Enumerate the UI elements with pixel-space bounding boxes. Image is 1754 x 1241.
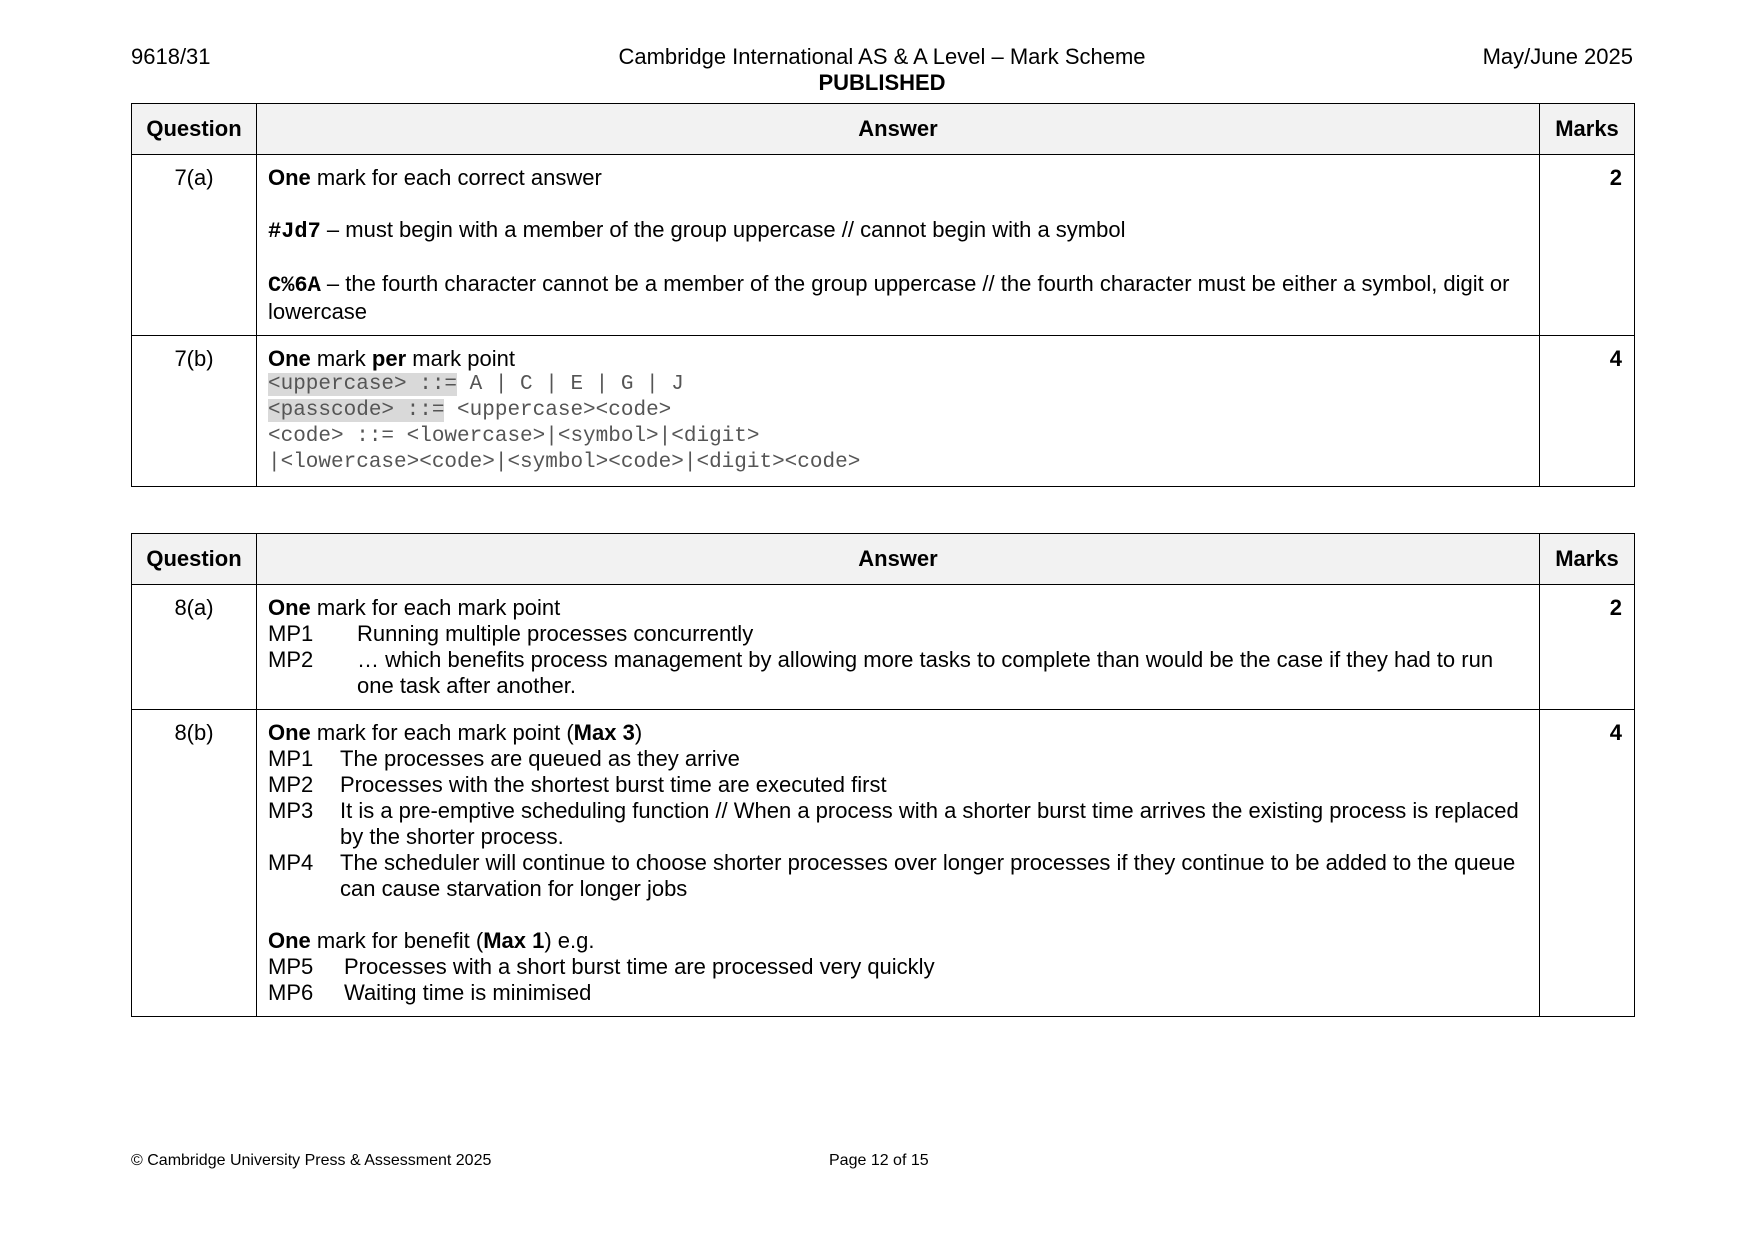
table-header-row	[132, 104, 1635, 155]
mark-point: MP2 … which benefits process management by allowing more tasks to complete than would be the case if they had to run one task after another.	[268, 647, 1494, 698]
header-marks: Marks	[1540, 104, 1635, 155]
marks-value: 2	[1540, 155, 1635, 336]
header-answer: Answer	[257, 534, 1540, 585]
mark-scheme-table-q8	[131, 533, 1635, 1017]
answer-cell	[257, 336, 1540, 487]
marks-value: 4	[1540, 710, 1635, 1017]
copyright-notice: © Cambridge University Press & Assessment 2025	[131, 1152, 492, 1169]
answer-cell	[257, 585, 1540, 710]
instruction: One mark per mark point	[268, 346, 515, 371]
instruction: One mark for each mark point	[268, 595, 561, 620]
mark-point: MP4 The scheduler will continue to choose shorter processes over longer processes if they continue to be added to the queue can cause starvation for longer jobs	[268, 850, 1516, 901]
question-number: 7(b)	[132, 336, 257, 487]
title-text: Cambridge International AS & A Level – Mark Scheme	[618, 44, 1146, 69]
table-header-row	[132, 534, 1635, 585]
instruction: One mark for each mark point (Max 3)	[268, 720, 643, 745]
paper-code: 9618/31	[131, 44, 211, 69]
passcode-example: C%6A	[268, 273, 321, 298]
bnf-line: <uppercase> ::= A | C | E | G | J	[268, 373, 684, 396]
mark-point: MP2 Processes with the shortest burst time are executed first	[268, 772, 887, 797]
mark-scheme-table-q7	[131, 103, 1635, 487]
bnf-line: |<lowercase><code>|<symbol><code>|<digit><code>	[268, 451, 861, 474]
header-answer: Answer	[257, 104, 1540, 155]
table-row-8b	[132, 710, 1635, 1017]
table-row-7a	[132, 155, 1635, 336]
header-question: Question	[132, 104, 257, 155]
bnf-line: <passcode> ::= <uppercase><code>	[268, 399, 672, 422]
answer-item: #Jd7 – must begin with a member of the group uppercase // cannot begin with a symbol	[268, 217, 1126, 244]
answer-cell	[257, 155, 1540, 336]
marks-value: 4	[1540, 336, 1635, 487]
table-row-8a	[132, 585, 1635, 710]
mark-point: MP1 The processes are queued as they arrive	[268, 746, 740, 771]
published-label: PUBLISHED	[818, 70, 946, 95]
instruction: One mark for each correct answer	[268, 165, 602, 190]
passcode-example: #Jd7	[268, 219, 321, 244]
instruction: One mark for benefit (Max 1) e.g.	[268, 928, 595, 953]
page-number: Page 12 of 15	[829, 1152, 929, 1169]
mark-point: MP5 Processes with a short burst time are processed very quickly	[268, 954, 935, 979]
mark-point: MP6 Waiting time is minimised	[268, 980, 592, 1005]
table-row-7b	[132, 336, 1635, 487]
exam-session: May/June 2025	[1482, 44, 1633, 69]
bnf-line: <code> ::= <lowercase>|<symbol>|<digit>	[268, 425, 760, 448]
question-number: 8(a)	[132, 585, 257, 710]
marks-value: 2	[1540, 585, 1635, 710]
question-number: 7(a)	[132, 155, 257, 336]
answer-cell	[257, 710, 1540, 1017]
header-marks: Marks	[1540, 534, 1635, 585]
header-question: Question	[132, 534, 257, 585]
question-number: 8(b)	[132, 710, 257, 1017]
mark-point: MP1 Running multiple processes concurrently	[268, 621, 754, 646]
mark-point: MP3 It is a pre-emptive scheduling function // When a process with a shorter burst time arrives the existing process is replaced by the shorter process.	[268, 798, 1519, 849]
answer-item: C%6A – the fourth character cannot be a member of the group uppercase // the fourth character must be either a symbol, digit or lowercase	[268, 271, 1510, 324]
